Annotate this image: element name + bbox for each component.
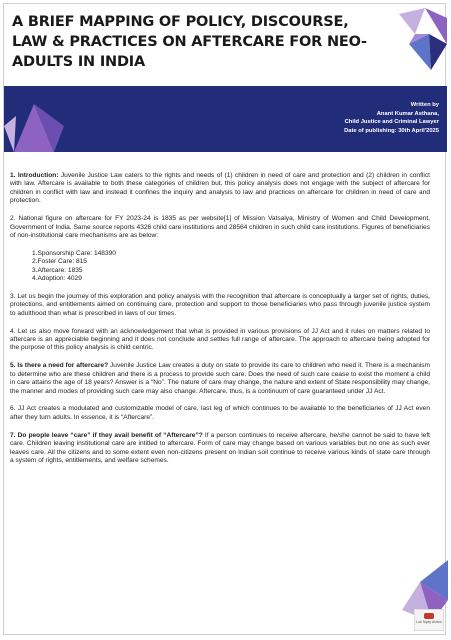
section-2 <box>10 215 430 240</box>
section-5 <box>10 362 430 396</box>
author-role: Child Justice and Criminal Lawyer <box>344 119 439 126</box>
section-6 <box>10 405 430 422</box>
section-1 <box>10 172 430 206</box>
section-text: Juvenile Justice Law caters to the rights and needs of (1) children in need of care and protection and (2) children in conflict with law. Aftercare is available to both these categories of children but, this policy analysis does not engage with the subject of aftercare for children in conflict with law and instead it confines the inquiry and analysis to law and practices on aftercare for children in need of care and protection. <box>10 172 430 205</box>
author-block <box>179 101 439 135</box>
section-text: If a person continues to receive aftercare, he/she cannot be said to have left care. Children leaving institutional care are intitled to aftercare. Form of care may change based on various variables but no one as such ever leaves care. All the citizens and to some extent even non-citizens present on Indian soil continue to receive various kinds of state care through a system of rights, entitlements, and welfare schemes. <box>10 431 431 464</box>
decorative-triangles-top-right <box>385 4 447 70</box>
section-text: 2. National figure on aftercare for FY 2023-24 is 1835 as per website[1] of Mission Vatsalya, Ministry of Women and Child Development, Government of India. Same source reports 4326 child care institutions and 28564 children in such child care institutions. Figures of beneficiaries of non-institutional care mechanisms are as below: <box>10 215 430 239</box>
beneficiaries-list <box>32 250 430 284</box>
section-text: 4. Let us also move forward with an acknowledgement that what is provided in various provisions of JJ Act and it rules on matters related to aftercare is an appreciable beginning and it does not conclude and settles full range of aftercare. The approach to aftercare being adopted for the purpose of this policy analysis is child centric. <box>10 327 430 352</box>
document-body <box>10 172 430 475</box>
logo-mark-icon <box>424 613 434 619</box>
document-title: A BRIEF MAPPING OF POLICY, DISCOURSE, LAW & PRACTICES ON AFTERCARE FOR NEO-ADULTS IN INDIA <box>12 14 367 70</box>
section-7 <box>10 432 430 466</box>
publisher-logo <box>414 609 444 631</box>
section-4 <box>10 328 430 353</box>
section-text: Juvenile Justice Law creates a duty on state to provide its care to children who need it. There is a mechanism to determine who are these children and there is a process to provide such care. Does the need of such care cease to exist the moment a child in care attains the age of 18 years? Answer is a “No”. The nature of care may change, the nature and extent of State responsibility may change, the manner and modes of providing such care may also change. Aftercare, thus, is a continuum of care guaranteed under JJ Act. <box>10 362 430 395</box>
section-text: 6. JJ Act creates a modulated and customizable model of care, last leg of which continues to be available to the beneficiaries of JJ Act even after they turn adults. In essence, it is “Aftercare”. <box>10 405 430 421</box>
list-item: 3.Aftercare: 1835 <box>32 266 83 274</box>
written-by-label: Written by <box>410 102 439 108</box>
logo-text: Lok Nyay Action <box>416 620 442 624</box>
list-item: 1.Sponsorship Care: 148390 <box>32 249 116 257</box>
triangle-light <box>399 8 425 34</box>
triangle-light <box>4 116 16 152</box>
section-lead: 5. Is there a need for aftercare? <box>10 362 109 370</box>
list-item: 4.Adoption: 4029 <box>32 275 82 283</box>
decorative-triangles-banner <box>4 86 74 152</box>
publish-date: Date of publishing: 30th April'2025 <box>344 127 439 134</box>
author-name: Anant Kumar Asthana, <box>376 110 439 117</box>
section-text: 3. Let us begin the journey of this exploration and policy analysis with the recognition that aftercare is conceptually a larger set of rights, duties, protections, and entitlements aimed on continuing care, protection and support to those beneficiaries who pass through juvenile justice system to adulthood than what is prescribed in laws of our times. <box>10 292 430 317</box>
section-3 <box>10 293 430 318</box>
list-item: 2.Foster Care: 815 <box>32 258 87 266</box>
section-lead: 7. Do people leave “care” if they avail benefit of “Aftercare”? <box>10 431 203 439</box>
section-lead: 1. Introduction: <box>10 172 59 179</box>
